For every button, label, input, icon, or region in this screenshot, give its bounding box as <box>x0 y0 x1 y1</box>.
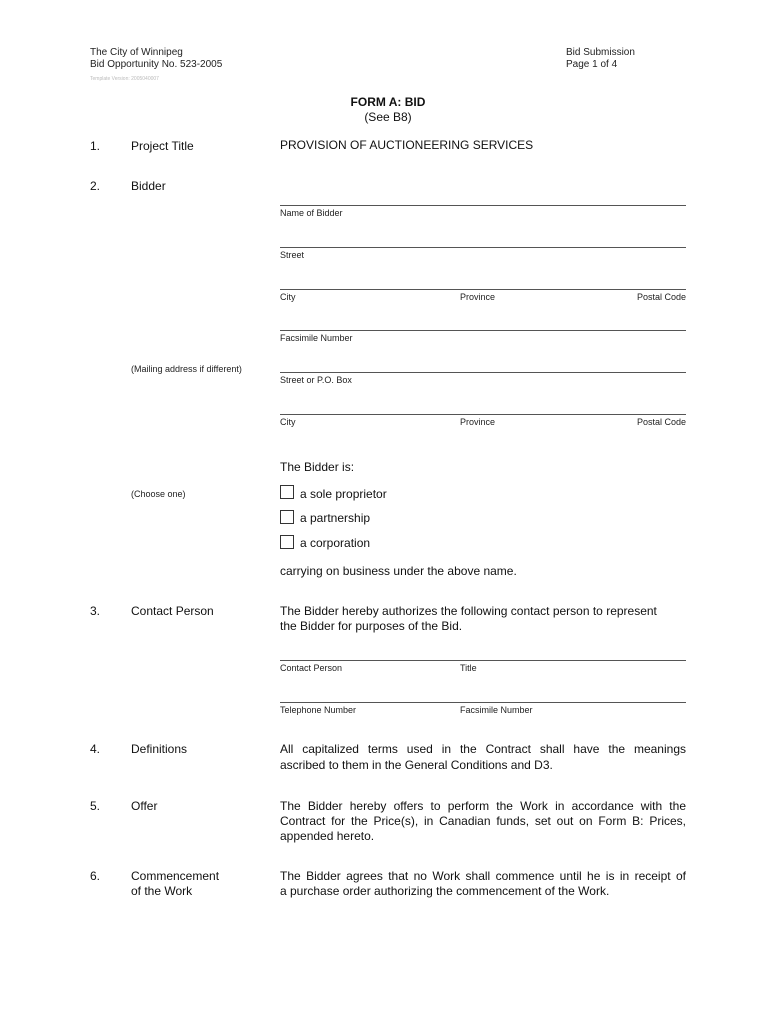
definitions-line-1: All capitalized terms used in the Contract shall have the meanings <box>280 742 686 756</box>
mailing-postal-code-label: Postal Code <box>636 417 686 427</box>
choose-one-note: (Choose one) <box>131 489 186 499</box>
street-po-box-line[interactable] <box>280 372 686 373</box>
telephone-label: Telephone Number <box>280 705 357 715</box>
mailing-address-note: (Mailing address if different) <box>131 364 242 374</box>
header-bid-number: Bid Opportunity No. 523-2005 <box>90 59 223 70</box>
section-1-label: Project Title <box>131 139 194 153</box>
offer-line-2: Contract for the Price(s), in Canadian funds, set out on Form B: Prices, <box>280 814 686 828</box>
street-po-box-label: Street or P.O. Box <box>280 375 352 385</box>
offer-line-3: appended hereto. <box>280 829 375 843</box>
carrying-on-business-text: carrying on business under the above name. <box>280 564 517 578</box>
contact-facsimile-label: Facsimile Number <box>460 705 533 715</box>
definitions-line-2: ascribed to them in the General Conditions and D3. <box>280 758 553 772</box>
offer-line-1: The Bidder hereby offers to perform the Work in accordance with the <box>280 799 686 813</box>
section-3-number: 3. <box>90 604 101 618</box>
contact-person-line[interactable] <box>280 660 686 661</box>
section-1-number: 1. <box>90 139 101 153</box>
province-label: Province <box>460 292 496 302</box>
commencement-line-2: a purchase order authorizing the commencement of the Work. <box>280 884 610 898</box>
postal-code-label: Postal Code <box>636 292 686 302</box>
mailing-city-province-postal-line[interactable] <box>280 414 686 415</box>
template-version: Template Version: 2005040007 <box>90 76 159 82</box>
city-province-postal-line[interactable] <box>280 289 686 290</box>
commencement-line-1: The Bidder agrees that no Work shall commence until he is in receipt of <box>280 869 686 883</box>
sole-proprietor-label: a sole proprietor <box>300 487 387 501</box>
section-6-number: 6. <box>90 869 101 883</box>
corporation-label: a corporation <box>300 536 371 550</box>
section-5-number: 5. <box>90 799 101 813</box>
header-page-number: Page 1 of 4 <box>566 59 618 70</box>
sole-proprietor-checkbox[interactable] <box>280 485 294 499</box>
facsimile-line[interactable] <box>280 330 686 331</box>
contact-text-line-1: The Bidder hereby authorizes the following contact person to represent <box>280 604 657 618</box>
partnership-checkbox[interactable] <box>280 510 294 524</box>
street-label: Street <box>280 250 305 260</box>
city-label: City <box>280 292 296 302</box>
project-title-value: PROVISION OF AUCTIONEERING SERVICES <box>280 138 534 152</box>
facsimile-label: Facsimile Number <box>280 333 353 343</box>
street-line[interactable] <box>280 247 686 248</box>
contact-text-line-2: the Bidder for purposes of the Bid. <box>280 619 463 633</box>
telephone-facsimile-line[interactable] <box>280 702 686 703</box>
mailing-city-label: City <box>280 417 296 427</box>
bidder-is-label: The Bidder is: <box>280 460 355 474</box>
name-of-bidder-label: Name of Bidder <box>280 208 343 218</box>
mailing-province-label: Province <box>460 417 496 427</box>
section-4-label: Definitions <box>131 742 188 756</box>
section-4-number: 4. <box>90 742 101 756</box>
form-title: FORM A: BID <box>350 95 426 109</box>
section-2-number: 2. <box>90 179 101 193</box>
contact-person-label: Contact Person <box>280 663 343 673</box>
section-2-label: Bidder <box>131 179 166 193</box>
form-subtitle: (See B8) <box>364 110 412 124</box>
section-3-label: Contact Person <box>131 604 214 618</box>
section-6-label-line-1: Commencement <box>131 869 220 883</box>
title-label: Title <box>460 663 477 673</box>
header-org: The City of Winnipeg <box>90 47 183 58</box>
section-5-label: Offer <box>131 799 158 813</box>
section-6-label-line-2: of the Work <box>131 884 193 898</box>
corporation-checkbox[interactable] <box>280 535 294 549</box>
header-submission: Bid Submission <box>566 47 635 58</box>
partnership-label: a partnership <box>300 511 371 525</box>
name-of-bidder-line[interactable] <box>280 205 686 206</box>
